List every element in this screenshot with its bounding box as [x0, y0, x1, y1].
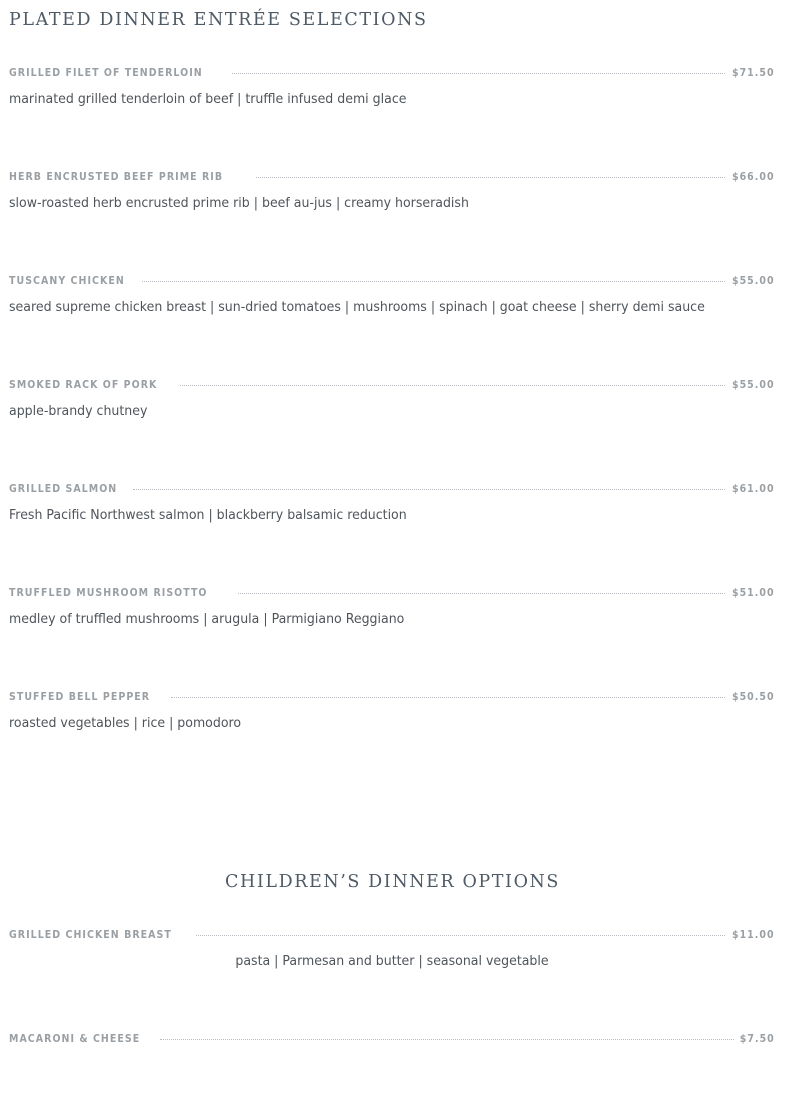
- item-description: roasted vegetables | rice | pomodoro: [9, 715, 242, 731]
- dotted-leader: [180, 385, 726, 386]
- item-name: GRILLED FILET OF TENDERLOIN: [9, 65, 203, 79]
- item-name: TUSCANY CHICKEN: [9, 273, 125, 287]
- dotted-leader: [238, 593, 726, 594]
- dotted-leader: [171, 697, 725, 698]
- dotted-leader: [232, 73, 725, 74]
- item-name: HERB ENCRUSTED BEEF PRIME RIB: [9, 169, 224, 183]
- item-name: MACARONI & CHEESE: [9, 1031, 141, 1045]
- item-price: $71.50: [732, 65, 775, 79]
- dotted-leader: [256, 177, 725, 178]
- item-description: Fresh Pacific Northwest salmon | blackberry balsamic reduction: [9, 507, 407, 523]
- item-description: medley of truffled mushrooms | arugula | Parmigiano Reggiano: [9, 611, 405, 627]
- item-row: [9, 584, 775, 600]
- dotted-leader: [133, 489, 726, 490]
- item-description: pasta | Parmesan and butter | seasonal vegetable: [235, 953, 549, 969]
- dotted-leader: [160, 1039, 735, 1040]
- menu-item: [9, 376, 775, 419]
- item-description: apple-brandy chutney: [9, 403, 148, 419]
- item-description: slow-roasted herb encrusted prime rib | beef au-jus | creamy horseradish: [9, 195, 469, 211]
- item-price: $50.50: [732, 689, 775, 703]
- item-name: TRUFFLED MUSHROOM RISOTTO: [9, 585, 208, 599]
- menu-item: [9, 584, 775, 627]
- item-name: GRILLED CHICKEN BREAST: [9, 927, 172, 941]
- item-row: [9, 64, 775, 80]
- item-row: [9, 168, 775, 184]
- menu-item: [9, 168, 775, 211]
- item-price: $11.00: [732, 927, 775, 941]
- item-price: $55.00: [732, 377, 775, 391]
- item-row: [9, 376, 775, 392]
- menu-item: [9, 688, 775, 731]
- item-name: STUFFED BELL PEPPER: [9, 689, 151, 703]
- item-description: marinated grilled tenderloin of beef | truffle infused demi glace: [9, 91, 407, 107]
- item-row: [9, 926, 775, 942]
- menu-item: [9, 64, 775, 107]
- menu-item: [9, 272, 775, 315]
- item-row: [9, 272, 775, 288]
- item-price: $66.00: [732, 169, 775, 183]
- dotted-leader: [142, 281, 726, 282]
- dotted-leader: [196, 935, 725, 936]
- item-row: [9, 480, 775, 496]
- item-price: $7.50: [739, 1031, 775, 1045]
- item-description: seared supreme chicken breast | sun-dried tomatoes | mushrooms | spinach | goat cheese | sherry demi sauce: [9, 299, 705, 315]
- item-name: GRILLED SALMON: [9, 481, 118, 495]
- item-price: $61.00: [732, 481, 775, 495]
- children-dinner-title: CHILDREN’S DINNER OPTIONS: [224, 872, 561, 892]
- menu-item: [9, 926, 775, 969]
- item-name: SMOKED RACK OF PORK: [9, 377, 158, 391]
- menu-item: [9, 480, 775, 523]
- item-price: $55.00: [732, 273, 775, 287]
- plated-dinner-title: PLATED DINNER ENTRÉE SELECTIONS: [9, 10, 428, 30]
- item-row: [9, 1030, 775, 1046]
- item-row: [9, 688, 775, 704]
- menu-item: [9, 1030, 775, 1046]
- item-price: $51.00: [732, 585, 775, 599]
